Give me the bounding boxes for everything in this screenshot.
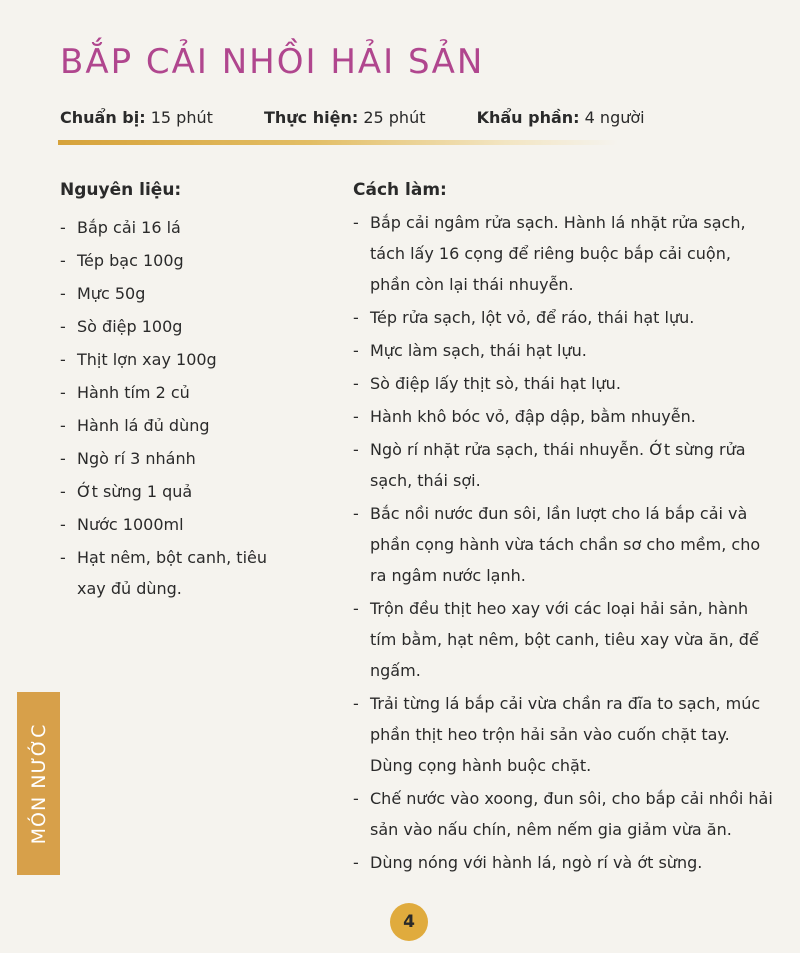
ingredient-item: - Bắp cải 16 lá (60, 212, 285, 243)
section-tab-label: MÓN NƯỚC (27, 723, 50, 844)
ingredient-item: - Thịt lợn xay 100g (60, 344, 285, 375)
method-step: - Bắc nồi nước đun sôi, lần lượt cho lá bắp cải và phần cọng hành vừa tách chần sơ cho mềm, cho ra ngâm nước lạnh. (353, 498, 773, 591)
cook-time (264, 108, 426, 127)
ingredient-item: - Nước 1000ml (60, 509, 285, 540)
method-step: - Hành khô bóc vỏ, đập dập, bằm nhuyễn. (353, 401, 773, 432)
recipe-title: BẮP CẢI NHỒI HẢI SẢN (60, 42, 485, 82)
servings (477, 108, 645, 127)
ingredients-list (60, 212, 285, 606)
method-step: - Tép rửa sạch, lột vỏ, để ráo, thái hạt lựu. (353, 302, 773, 333)
section-tab (17, 692, 60, 875)
method-step: - Trải từng lá bắp cải vừa chần ra đĩa to sạch, múc phần thịt heo trộn hải sản vào cuốn chặt tay. Dùng cọng hành buộc chặt. (353, 688, 773, 781)
method-heading: Cách làm: (353, 180, 447, 200)
ingredient-item: - Sò điệp 100g (60, 311, 285, 342)
servings-value: 4 người (584, 108, 645, 127)
ingredient-item: - Hành tím 2 củ (60, 377, 285, 408)
method-step: - Bắp cải ngâm rửa sạch. Hành lá nhặt rửa sạch, tách lấy 16 cọng để riêng buộc bắp cải cuộn, phần còn lại thái nhuyễn. (353, 207, 773, 300)
recipe-meta (60, 108, 645, 127)
ingredient-item: - Ớt sừng 1 quả (60, 476, 285, 507)
ingredient-item: - Mực 50g (60, 278, 285, 309)
method-step: - Mực làm sạch, thái hạt lựu. (353, 335, 773, 366)
cook-label: Thực hiện: (263, 108, 359, 127)
ingredient-item: - Ngò rí 3 nhánh (60, 443, 285, 474)
prep-value: 15 phút (150, 108, 213, 127)
servings-label: Khẩu phần: (476, 108, 580, 127)
method-step: - Ngò rí nhặt rửa sạch, thái nhuyễn. Ớt sừng rửa sạch, thái sợi. (353, 434, 773, 496)
method-step: - Dùng nóng với hành lá, ngò rí và ớt sừng. (353, 847, 773, 878)
prep-time (60, 108, 213, 127)
gold-divider (58, 140, 618, 145)
ingredient-item: - Hạt nêm, bột canh, tiêu xay đủ dùng. (60, 542, 285, 604)
prep-label: Chuẩn bị: (60, 108, 146, 127)
method-step: - Sò điệp lấy thịt sò, thái hạt lựu. (353, 368, 773, 399)
page-number-badge: 4 (390, 903, 428, 941)
ingredients-heading: Nguyên liệu: (60, 180, 182, 200)
method-steps-list (353, 207, 773, 880)
method-step: - Chế nước vào xoong, đun sôi, cho bắp cải nhồi hải sản vào nấu chín, nêm nếm gia giảm vừa ăn. (353, 783, 773, 845)
ingredient-item: - Hành lá đủ dùng (60, 410, 285, 441)
cook-value: 25 phút (363, 108, 426, 127)
ingredient-item: - Tép bạc 100g (60, 245, 285, 276)
method-step: - Trộn đều thịt heo xay với các loại hải sản, hành tím bằm, hạt nêm, bột canh, tiêu xay vừa ăn, để ngấm. (353, 593, 773, 686)
